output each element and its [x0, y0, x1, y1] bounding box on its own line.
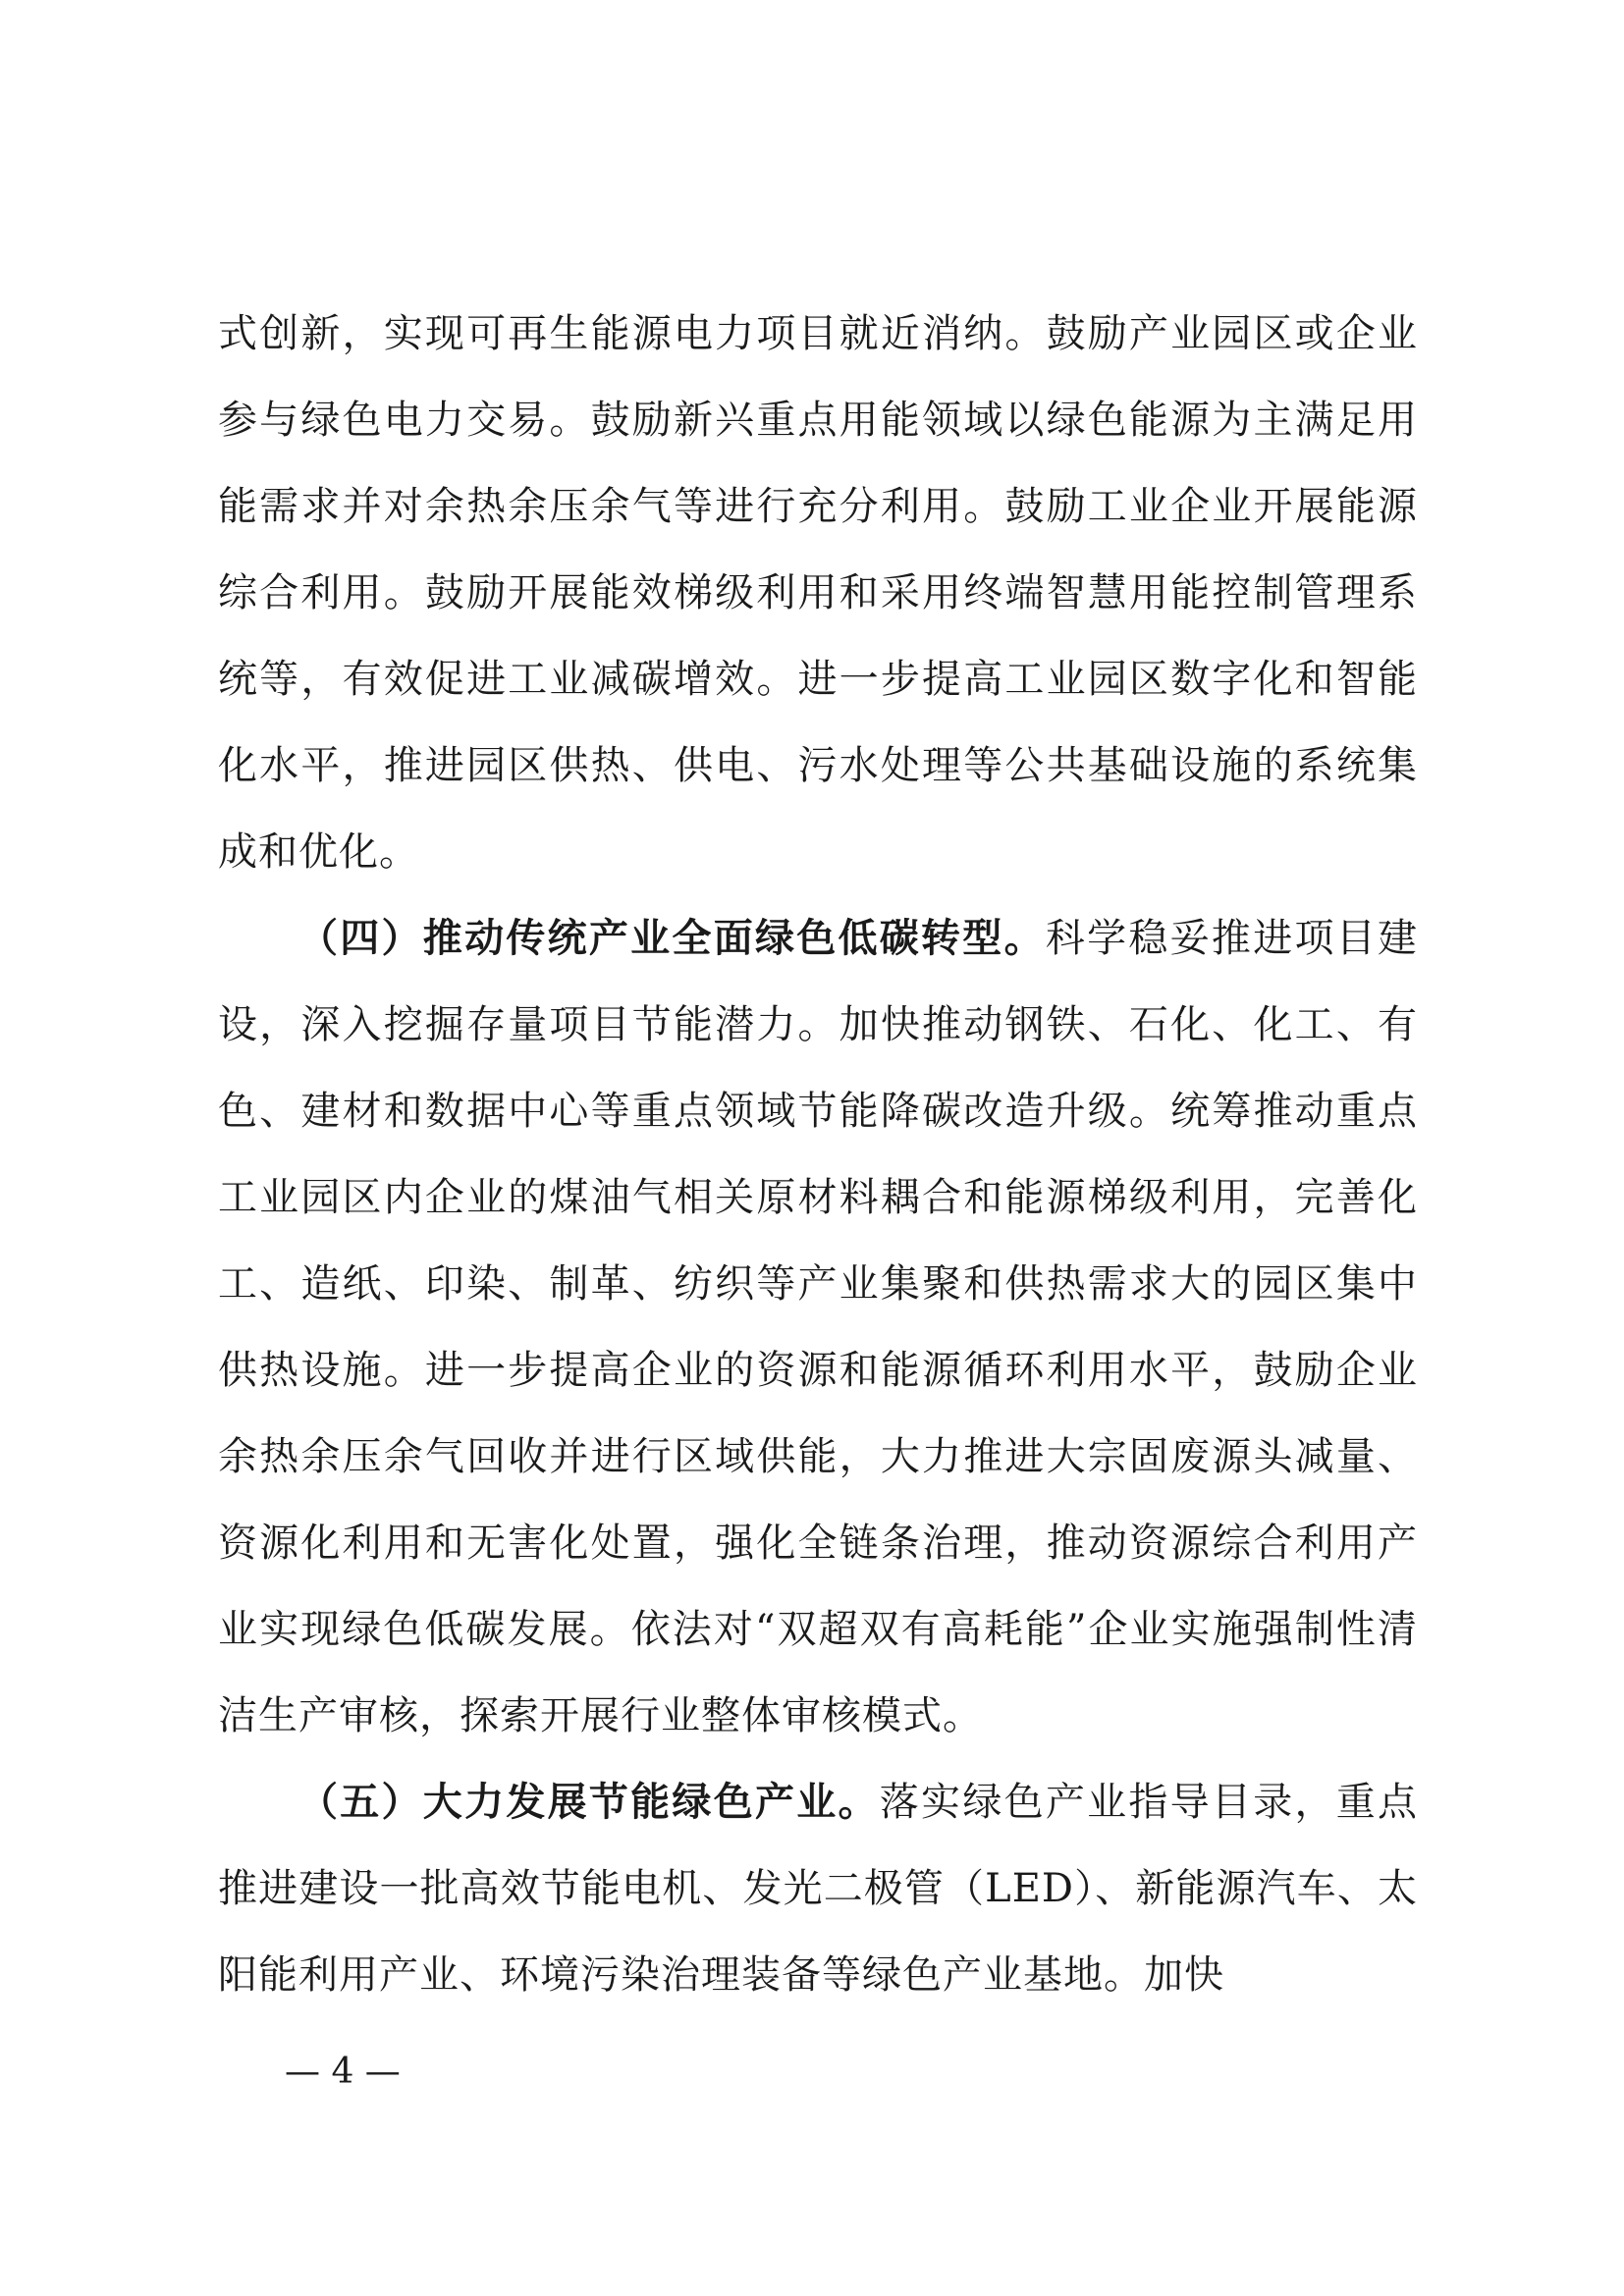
paragraph-section-five [218, 1759, 1418, 2018]
paragraph-1-text: 式创新，实现可再生能源电力项目就近消纳。鼓励产业园区或企业参与绿色电力交易。鼓励新兴重点用能领域以绿色能源为主满足用能需求并对余热余压余气等进行充分利用。鼓励工业企业开展能源综合利用。鼓励开展能效梯级利用和采用终端智慧用能控制管理系统等，有效促进工业减碳增效。进一步提高工业园区数字化和智能化水平，推进园区供热、供电、污水处理等公共基础设施的系统集成和优化。 [218, 311, 1418, 875]
section-four-heading: （四）推动传统产业全面绿色低碳转型。 [298, 916, 1046, 961]
paragraph-section-four [218, 895, 1418, 1759]
paragraph-continuation [218, 291, 1418, 895]
body-text [218, 291, 1418, 2018]
page-number: — 4 — [285, 2052, 401, 2092]
section-four-text: 科学稳妥推进项目建设，深入挖掘存量项目节能潜力。加快推动钢铁、石化、化工、有色、建材和数据中心等重点领域节能降碳改造升级。统筹推动重点工业园区内企业的煤油气相关原材料耦合和能源梯级利用，完善化工、造纸、印染、制革、纺织等产业集聚和供热需求大的园区集中供热设施。进一步提高企业的资源和能源循环利用水平，鼓励企业余热余压余气回收并进行区域供能，大力推进大宗固废源头减量、资源化利用和无害化处置，强化全链条治理，推动资源综合利用产业实现绿色低碳发展。依法对“双超双有高耗能”企业实施强制性清洁生产审核，探索开展行业整体审核模式。 [218, 916, 1419, 1738]
section-five-heading: （五）大力发展节能绿色产业。 [298, 1780, 880, 1825]
section-five-text: 落实绿色产业指导目录，重点推进建设一批高效节能电机、发光二极管（LED）、新能源汽车、太阳能利用产业、环境污染治理装备等绿色产业基地。加快 [218, 1780, 1419, 1998]
